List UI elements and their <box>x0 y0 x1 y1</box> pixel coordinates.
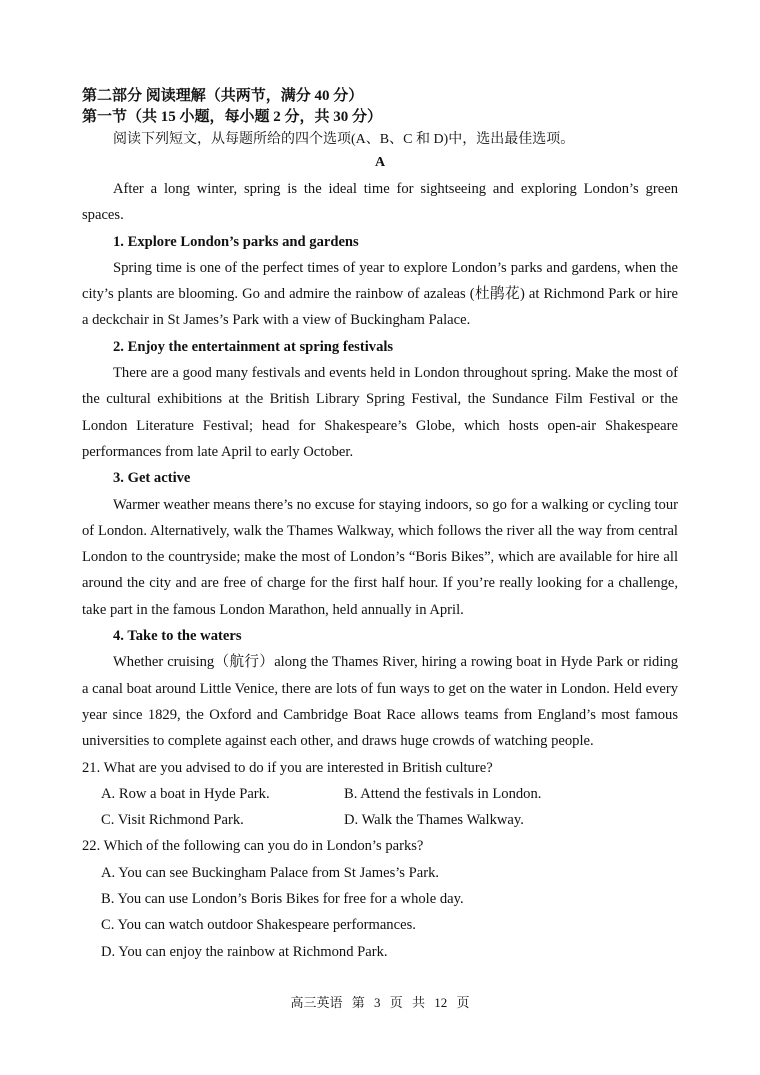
section-heading: 3. Get active <box>113 470 191 487</box>
section-body: Warmer weather means there’s no excuse for staying indoors, so go for a walking or cycling tour of London. Alternatively, walk the Thames Walkway, which follows the river all the way from central London to the countryside; make the most of London’s “Boris Bikes”, which are available for hire all around the city and are free of charge for the first half hour. If you’re really looking for a challenge, take part in the famous London Marathon, held annually in April. <box>82 496 678 618</box>
section-title: 第一节（共 15 小题，每小题 2 分，共 30 分） <box>82 109 383 125</box>
section-heading: 1. Explore London’s parks and gardens <box>113 233 359 250</box>
passage-section-2 <box>82 334 678 465</box>
question-stem: 22. Which of the following can you do in London’s parks? <box>82 838 424 855</box>
answer-options <box>82 781 678 834</box>
answer-options <box>82 860 678 965</box>
part-title: 第二部分 阅读理解（共两节，满分 40 分） <box>82 88 364 104</box>
page-footer: 高三英语 第 3 页 共 12 页 <box>290 995 470 1010</box>
question-stem: 21. What are you advised to do if you are interested in British culture? <box>82 759 493 776</box>
passage-section-1 <box>82 229 678 334</box>
option-a: A. You can see Buckingham Palace from St James’s Park. <box>101 864 440 881</box>
option-a: A. Row a boat in Hyde Park. <box>101 785 270 802</box>
passage-intro: After a long winter, spring is the ideal time for sightseeing and exploring London’s green spaces. <box>82 181 678 224</box>
option-d: D. You can enjoy the rainbow at Richmond Park. <box>101 943 388 960</box>
option-d: D. Walk the Thames Walkway. <box>344 812 524 829</box>
option-c: C. You can watch outdoor Shakespeare performances. <box>101 917 416 934</box>
section-body: Spring time is one of the perfect times of year to explore London’s parks and gardens, when the city’s plants are blooming. Go and admire the rainbow of azaleas (杜鹃花) at Richmond Park or hire a deckchair in St James’s Park with a view of Buckingham Palace. <box>82 259 678 329</box>
passage-label: A <box>374 155 386 170</box>
question-21 <box>82 755 678 834</box>
section-heading: 2. Enjoy the entertainment at spring festivals <box>113 338 394 355</box>
passage-section-4 <box>82 623 678 754</box>
section-heading: 4. Take to the waters <box>113 628 242 645</box>
section-body: Whether cruising（航行）along the Thames River, hiring a rowing boat in Hyde Park or riding a canal boat around Little Venice, there are lots of fun ways to get on the water in London. Held every year since 1829, the Oxford and Cambridge Boat Race allows teams from England’s most famous universities to complete against each other, and draws huge crowds of watching people. <box>82 654 678 750</box>
passage-section-3 <box>82 465 678 623</box>
section-body: There are a good many festivals and events held in London throughout spring. Make the most of the cultural exhibitions at the British Library Spring Festival, the Sundance Film Festival or the London Literature Festival; head for Shakespeare’s Globe, which hosts open-air Shakespeare performances from late April to early October. <box>82 365 678 460</box>
instruction-text: 阅读下列短文，从每题所给的四个选项(A、B、C 和 D)中，选出最佳选项。 <box>113 132 575 147</box>
option-b: B. You can use London’s Boris Bikes for free for a whole day. <box>101 891 464 908</box>
option-b: B. Attend the festivals in London. <box>344 785 542 802</box>
exam-page <box>82 86 678 965</box>
question-22 <box>82 833 678 964</box>
option-c: C. Visit Richmond Park. <box>101 812 244 829</box>
